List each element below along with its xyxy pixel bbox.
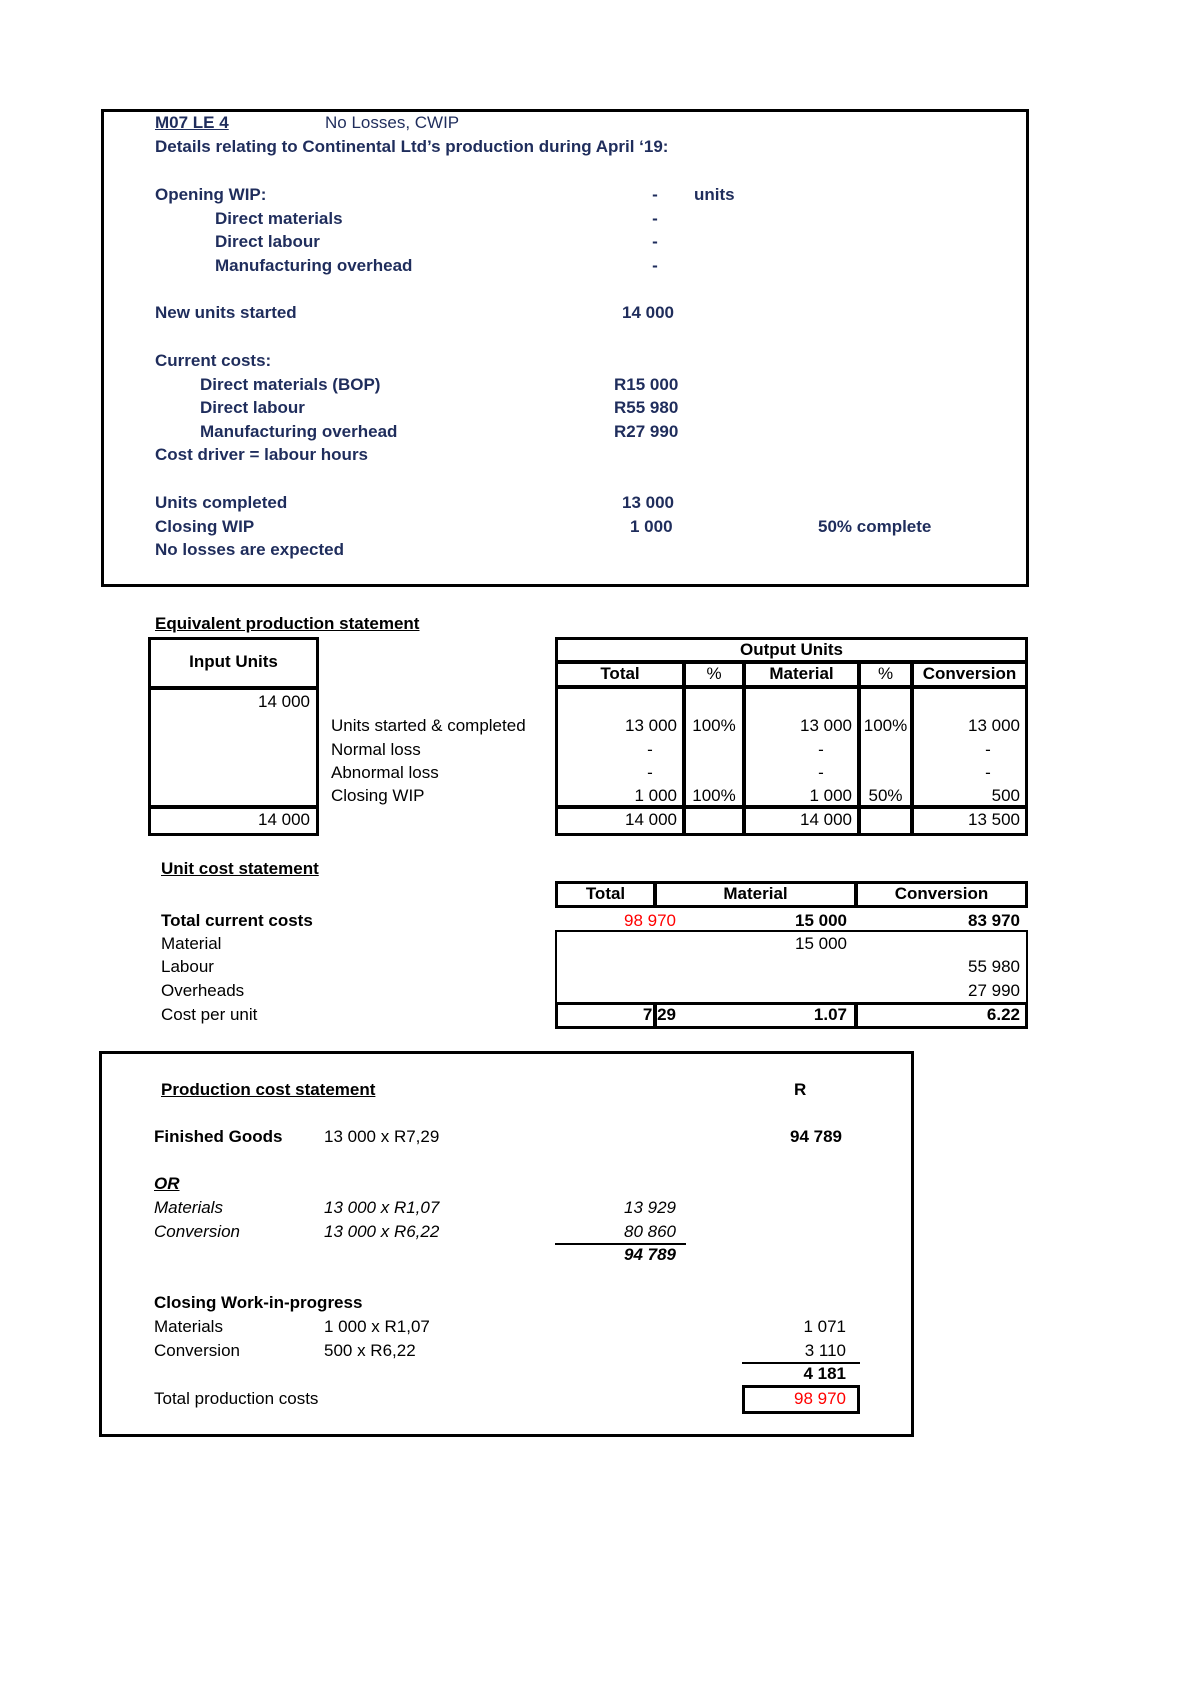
row-total: 1 000 (634, 786, 677, 805)
col-material-header: Material (743, 661, 860, 688)
pcs-col-r: R (794, 1080, 807, 1099)
tpc-label: Total production costs (154, 1389, 319, 1408)
ucs-labour-value: 55 980 (968, 957, 1020, 976)
cc-dm-label: Direct materials (BOP) (200, 375, 381, 394)
opening-dl-label: Direct labour (215, 232, 320, 251)
col-conversion-header: Conversion (911, 661, 1028, 688)
row-label: Abnormal loss (331, 763, 439, 782)
alt-mat-value: 13 929 (624, 1198, 676, 1217)
cc-mo-value: R27 990 (614, 422, 679, 441)
opening-wip-unit: units (694, 185, 735, 204)
cpu-label: Cost per unit (161, 1005, 258, 1024)
col-pct-header: % (683, 661, 745, 688)
ucs-title: Unit cost statement (161, 859, 319, 878)
opening-dl-value: - (652, 232, 658, 251)
ucs-col-material: Material (654, 881, 857, 908)
cwip-conv-value: 3 110 (804, 1341, 846, 1360)
closing-wip-value: 1 000 (630, 517, 673, 536)
opening-mo-label: Manufacturing overhead (215, 256, 413, 275)
opening-wip-label: Opening WIP: (155, 185, 267, 204)
current-costs-label: Current costs: (155, 351, 272, 370)
exercise-subtitle: No Losses, CWIP (325, 113, 460, 132)
cwip-label: Closing Work-in-progress (154, 1293, 363, 1312)
ucs-labour-label: Labour (161, 957, 214, 976)
output-units-header: Output Units (555, 637, 1028, 663)
fg-label: Finished Goods (154, 1127, 283, 1146)
cc-dl-label: Direct labour (200, 398, 305, 417)
row-total: - (647, 763, 653, 782)
total-row-pct2 (858, 806, 913, 836)
cc-dl-value: R55 980 (614, 398, 679, 417)
row-label: Normal loss (331, 740, 421, 759)
cwip-mat-value: 1 071 (803, 1317, 846, 1336)
fg-value: 94 789 (790, 1127, 842, 1146)
row-pct1: 100% (692, 786, 736, 805)
alt-conv-label: Conversion (154, 1222, 240, 1241)
input-units-header: Input Units (148, 637, 319, 689)
units-completed-value: 13 000 (622, 493, 674, 512)
cpu-material: 1.07 (813, 1005, 847, 1024)
row-material: 1 000 (809, 786, 852, 805)
row-conversion: 500 (991, 786, 1020, 805)
closing-wip-complete: 50% complete (818, 517, 932, 536)
ucs-material-value: 15 000 (795, 934, 847, 953)
row-pct2: 50% (868, 786, 903, 805)
col-pct2-header: % (858, 661, 913, 688)
opening-dm-label: Direct materials (215, 209, 343, 228)
tpc-value: 98 970 (794, 1389, 846, 1408)
eps-total-material: 14 000 (800, 810, 852, 829)
row-conversion: - (985, 763, 991, 782)
col-total-header: Total (555, 661, 685, 688)
tcc-label: Total current costs (161, 911, 313, 930)
or-label: OR (154, 1174, 180, 1193)
eps-total-total: 14 000 (625, 810, 677, 829)
opening-mo-value: - (652, 256, 658, 275)
ucs-overheads-value: 27 990 (968, 981, 1020, 1000)
ucs-col-conversion: Conversion (855, 881, 1028, 908)
alt-mat-label: Materials (154, 1198, 223, 1217)
row-material: - (818, 740, 824, 759)
row-label: Closing WIP (331, 786, 425, 805)
no-losses-note: No losses are expected (155, 540, 344, 559)
cc-dm-value: R15 000 (614, 375, 679, 394)
row-total: 13 000 (625, 716, 677, 735)
ucs-overheads-label: Overheads (161, 981, 245, 1000)
row-pct1: 100% (692, 716, 736, 735)
cost-driver: Cost driver = labour hours (155, 445, 369, 464)
fg-calc: 13 000 x R7,29 (324, 1127, 440, 1146)
new-units-label: New units started (155, 303, 297, 322)
alt-mat-calc: 13 000 x R1,07 (324, 1198, 440, 1217)
eps-total-conversion: 13 500 (968, 810, 1020, 829)
tcc-conversion: 83 970 (968, 911, 1020, 930)
input-units-value: 14 000 (258, 692, 310, 711)
cpu-total: 7.29 (642, 1005, 676, 1024)
row-label: Units started & completed (331, 716, 526, 735)
eps-title: Equivalent production statement (155, 614, 420, 633)
total-row-pct (683, 806, 745, 836)
row-total: - (647, 740, 653, 759)
row-material: - (818, 763, 824, 782)
cwip-total: 4 181 (803, 1364, 846, 1383)
row-conversion: 13 000 (968, 716, 1020, 735)
cwip-mat-label: Materials (154, 1317, 223, 1336)
opening-wip-value: - (652, 185, 658, 204)
input-units-total: 14 000 (258, 810, 310, 829)
exercise-code: M07 LE 4 (155, 113, 229, 132)
opening-dm-value: - (652, 209, 658, 228)
details-heading: Details relating to Continental Ltd’s production during April ‘19: (155, 137, 669, 156)
units-completed-label: Units completed (155, 493, 288, 512)
alt-conv-calc: 13 000 x R6,22 (324, 1222, 440, 1241)
row-pct2: 100% (863, 716, 908, 735)
cwip-mat-calc: 1 000 x R1,07 (324, 1317, 430, 1336)
tcc-material: 15 000 (795, 911, 847, 930)
tcc-total: 98 970 (624, 911, 676, 930)
pcs-title: Production cost statement (161, 1080, 376, 1099)
ucs-col-total: Total (555, 881, 656, 908)
cc-mo-label: Manufacturing overhead (200, 422, 398, 441)
cpu-conversion: 6.22 (986, 1005, 1020, 1024)
closing-wip-label: Closing WIP (155, 517, 255, 536)
ucs-material-label: Material (161, 934, 222, 953)
alt-conv-value: 80 860 (624, 1222, 676, 1241)
row-conversion: - (985, 740, 991, 759)
cwip-conv-label: Conversion (154, 1341, 240, 1360)
row-material: 13 000 (800, 716, 852, 735)
new-units-value: 14 000 (622, 303, 674, 322)
cwip-conv-calc: 500 x R6,22 (324, 1341, 416, 1360)
alt-subtotal: 94 789 (624, 1245, 676, 1264)
details-box (101, 109, 1029, 587)
